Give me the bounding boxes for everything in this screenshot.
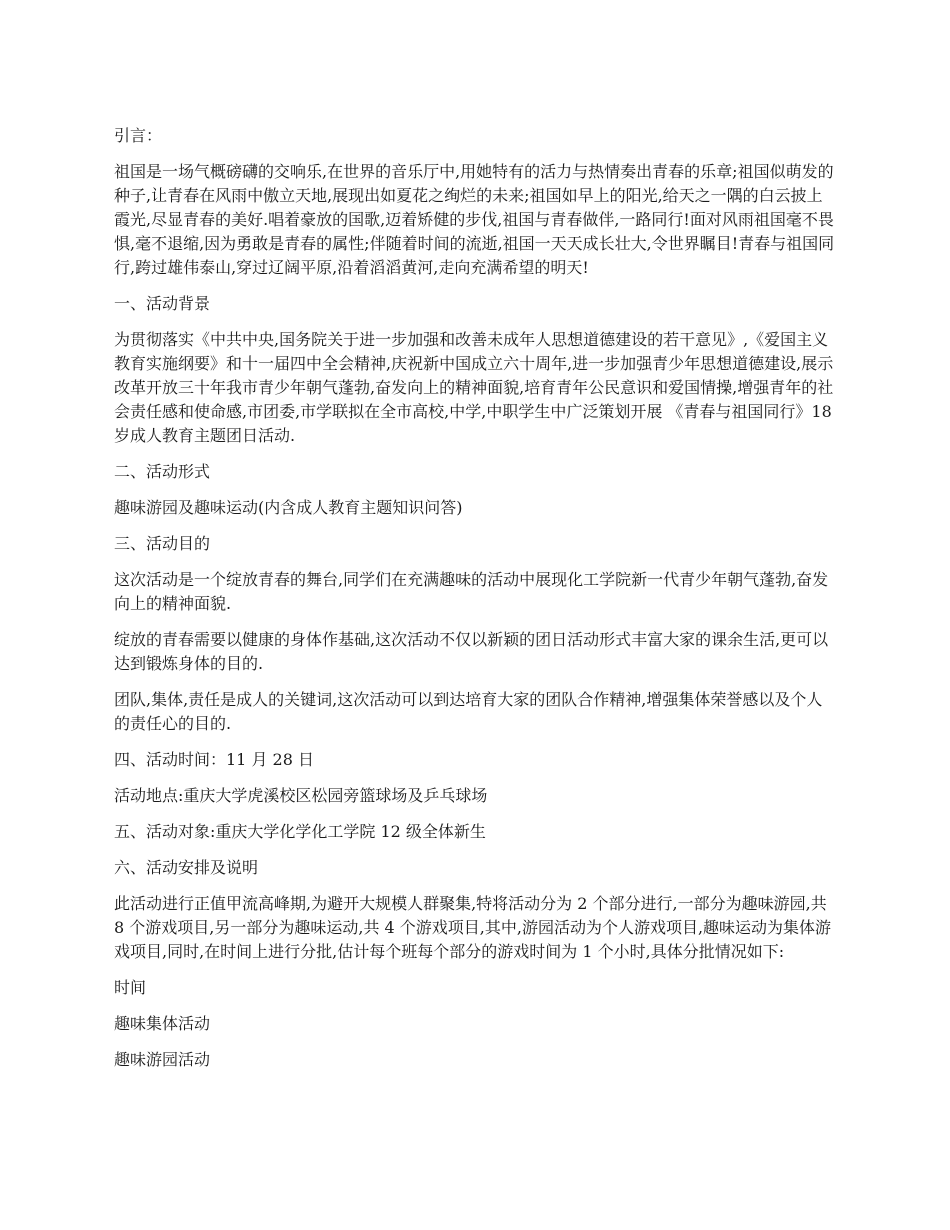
section-heading-purpose: 三、活动目的 <box>114 534 211 553</box>
location-paragraph: 活动地点:重庆大学虎溪校区松园旁篮球场及乒乓球场 <box>114 786 488 805</box>
table-label-time: 时间 <box>114 978 147 997</box>
intro-paragraph: 祖国是一场气概磅礴的交响乐,在世界的音乐厅中,用她特有的活力与热情奏出青春的乐章;祖国似萌发的种子,让青春在风雨中傲立天地,展现出如夏花之绚烂的未来;祖国如早上的阳光,给天之一隅的白云披上霞光,尽显青春的美好.唱着豪放的国歌,迈着矫健的步伐,祖国与青春做伴,一路同行!面对风雨祖国毫不畏惧,毫不退缩,因为勇敢是青春的属性;伴随着时间的流逝,祖国一天天成长壮大,令世界瞩目!青春与祖国同行,跨过雄伟泰山,穿过辽阔平原,沿着滔滔黄河,走向充满希望的明天! <box>114 162 835 277</box>
purpose-paragraph-2: 绽放的青春需要以健康的身体作基础,这次活动不仅以新颖的团日活动形式丰富大家的课余生活,更可以达到锻炼身体的目的. <box>114 630 829 673</box>
arrangement-paragraph: 此活动进行正值甲流高峰期,为避开大规模人群聚集,特将活动分为 2 个部分进行,一部分为趣味游园,共 8 个游戏项目,另一部分为趣味运动,共 4 个游戏项目,其中,游园活动为个人游戏项目,趣味运动为集体游戏项目,同时,在时间上进行分批,估计每个班每个部分的游戏时间为 1 个小时,具体分批情况如下: <box>114 894 832 961</box>
purpose-paragraph-1: 这次活动是一个绽放青春的舞台,同学们在充满趣味的活动中展现化工学院新一代青少年朝气蓬勃,奋发向上的精神面貌. <box>114 570 829 613</box>
section-heading-background: 一、活动背景 <box>114 294 211 313</box>
section-heading-time: 四、活动时间：11 月 28 日 <box>114 750 314 769</box>
section-heading-arrangement: 六、活动安排及说明 <box>114 858 259 877</box>
purpose-paragraph-3: 团队,集体,责任是成人的关键词,这次活动可以到达培育大家的团队合作精神,增强集体荣誉感以及个人的责任心的目的. <box>114 690 823 733</box>
table-label-group-activity: 趣味集体活动 <box>114 1014 211 1033</box>
table-label-garden-activity: 趣味游园活动 <box>114 1050 211 1069</box>
background-paragraph: 为贯彻落实《中共中央,国务院关于进一步加强和改善未成年人思想道德建设的若干意见》,《爱国主义教育实施纲要》和十一届四中全会精神,庆祝新中国成立六十周年,进一步加强青少年思想道德建设,展示改革开放三十年我市青少年朝气蓬勃,奋发向上的精神面貌,培育青年公民意识和爱国情操,增强青年的社会责任感和使命感,市团委,市学联拟在全市高校,中学,中职学生中广泛策划开展 《青春与祖国同行》18 岁成人教育主题团日活动. <box>114 330 834 445</box>
document-body <box>114 124 838 1084</box>
intro-heading: 引言： <box>114 126 163 145</box>
section-heading-format: 二、活动形式 <box>114 462 211 481</box>
section-heading-audience: 五、活动对象:重庆大学化学化工学院 12 级全体新生 <box>114 822 486 841</box>
format-paragraph: 趣味游园及趣味运动(内含成人教育主题知识问答) <box>114 498 463 517</box>
